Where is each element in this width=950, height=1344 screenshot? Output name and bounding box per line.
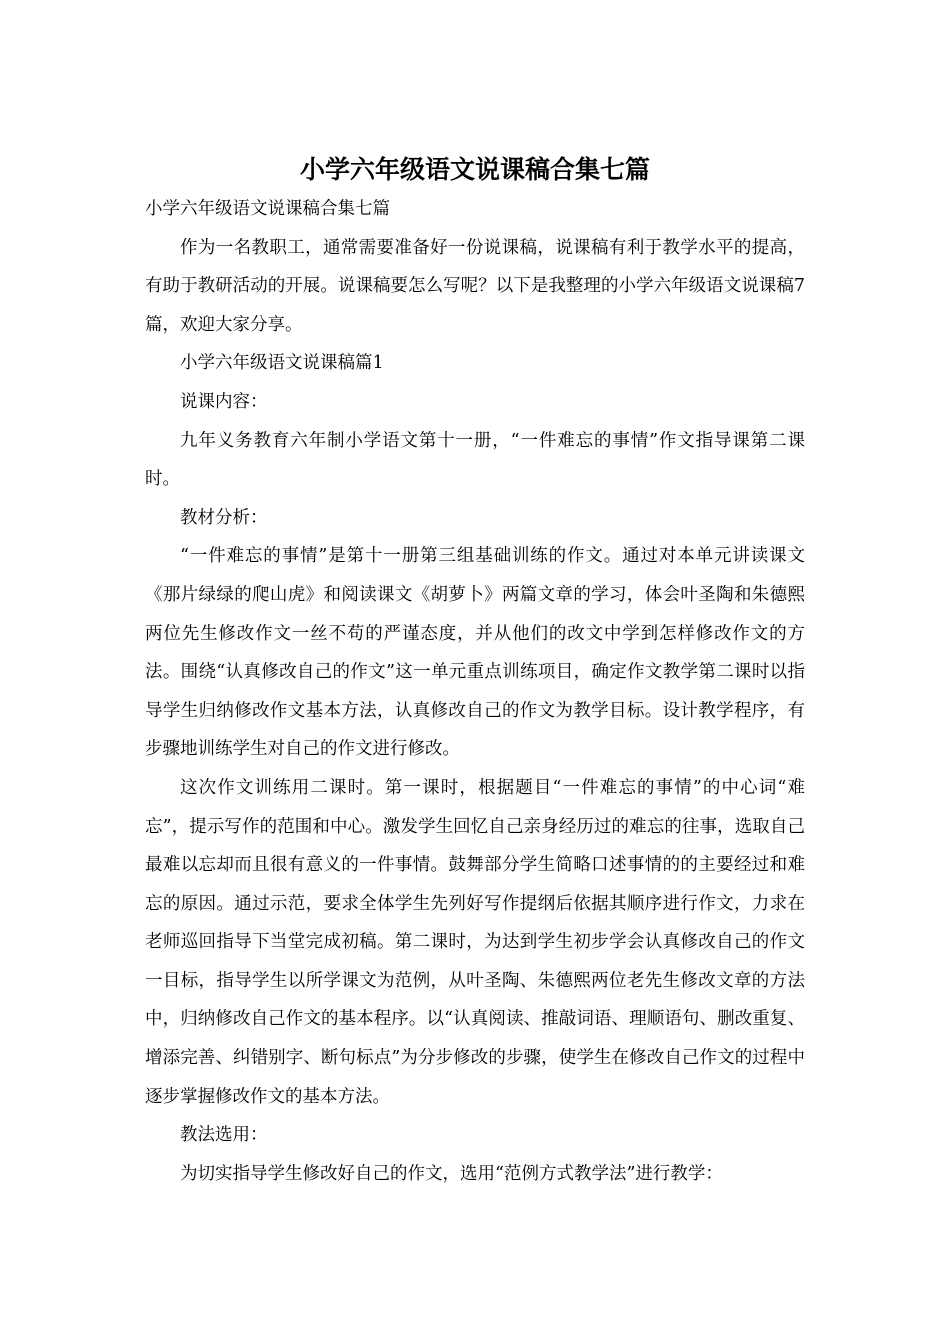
label-teaching-method: 教法选用： [180, 1125, 268, 1146]
paragraph-training-plan: 这次作文训练用二课时。第一课时，根据题目“一件难忘的事情”的中心词“难忘”，提示写作的范围和中心。激发学生回忆自己亲身经历过的难忘的往事，选取自己最难以忘却而且很有意义的一件事情。鼓舞部分学生简略口述事情的的主要经过和难忘的原因。通过示范，要求全体学生先列好写作提纲后依据其顺序进行作文，力求在老师巡回指导下当堂完成初稿。第二课时，为达到学生初步学会认真修改自己的作文一目标，指导学生以所学课文为范例，从叶圣陶、朱德熙两位老先生修改文章的方法中，归纳修改自己作文的基本程序。以“认真阅读、推敲词语、理顺语句、删改重复、增添完善、纠错别字、断句标点”为分步修改的步骤，使学生在修改自己作文的过程中逐步掌握修改作文的基本方法。 [145, 777, 805, 1107]
label-material-analysis: 教材分析： [180, 507, 268, 528]
document-body [145, 150, 805, 1193]
label-lesson-content: 说课内容： [180, 391, 268, 412]
paragraph-material-analysis: “一件难忘的事情”是第十一册第三组基础训练的作文。通过对本单元讲读课文《那片绿绿的爬山虎》和阅读课文《胡萝卜》两篇文章的学习，体会叶圣陶和朱德熙两位先生修改作文一丝不苟的严谨态度，并从他们的改文中学到怎样修改作文的方法。围绕“认真修改自己的作文”这一单元重点训练项目，确定作文教学第二课时以指导学生归纳修改作文基本方法，认真修改自己的作文为教学目标。设计教学程序，有步骤地训练学生对自己的作文进行修改。 [145, 546, 805, 760]
paragraph-lesson-content: 九年义务教育六年制小学语文第十一册，“一件难忘的事情”作文指导课第二课时。 [145, 430, 805, 490]
document-title: 小学六年级语文说课稿合集七篇 [299, 155, 650, 184]
document-subtitle: 小学六年级语文说课稿合集七篇 [145, 199, 390, 219]
section-heading-1: 小学六年级语文说课稿篇1 [180, 353, 384, 374]
paragraph-intro: 作为一名教职工，通常需要准备好一份说课稿，说课稿有利于教学水平的提高，有助于教研活动的开展。说课稿要怎么写呢？以下是我整理的小学六年级语文说课稿7篇，欢迎大家分享。 [145, 237, 805, 335]
paragraph-teaching-method: 为切实指导学生修改好自己的作文，选用“范例方式教学法”进行教学： [180, 1163, 723, 1184]
